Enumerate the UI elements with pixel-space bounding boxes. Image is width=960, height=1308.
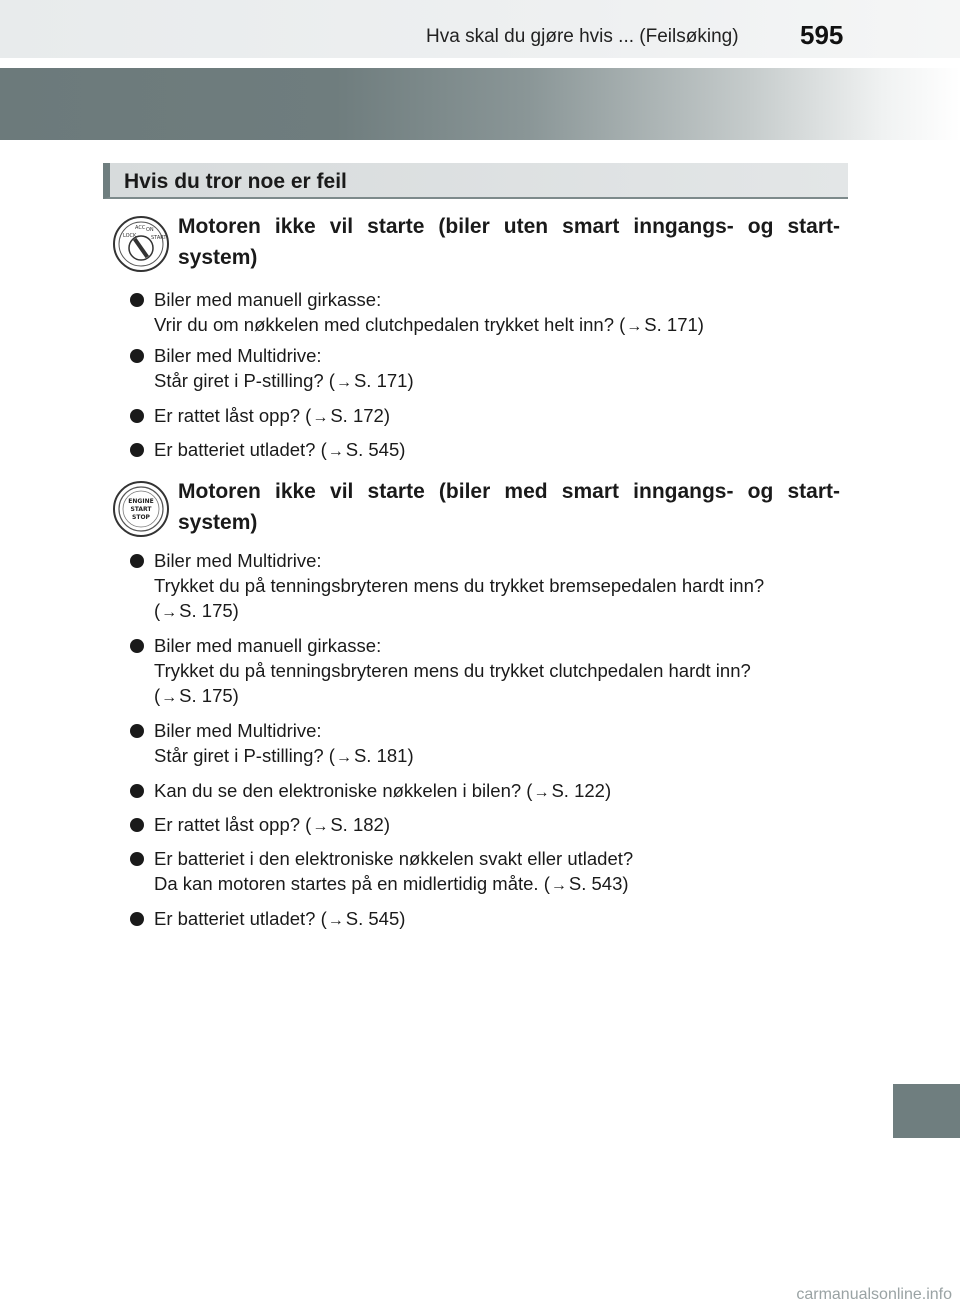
icon-label-on: ON <box>146 227 154 233</box>
subsection-1-title: Motoren ikke vil starte (biler uten smart inngangs- og start-system) <box>178 215 840 269</box>
arrow-icon: → <box>335 374 352 391</box>
icon-label-start: START <box>130 506 152 513</box>
section-heading <box>103 163 848 199</box>
list-item: Biler med Multidrive: Står giret i P-stilling? (→ S. 171) <box>130 343 848 395</box>
page-reference: S. 122) <box>551 780 612 801</box>
bullet-dot <box>130 349 144 363</box>
chapter-tab-marker <box>893 1084 960 1138</box>
icon-label-acc: ACC <box>135 225 146 231</box>
page-reference: S. 545) <box>345 439 406 460</box>
header-gradient-band <box>0 68 960 140</box>
page-number: 595 <box>800 20 844 50</box>
list-item: Er rattet låst opp? (→ S. 172) <box>130 403 848 430</box>
list-item: Biler med Multidrive: Trykket du på tenningsbryteren mens du trykket bremsepedalen hardt inn? (→ S. 175) <box>130 548 848 625</box>
arrow-icon: → <box>327 912 344 929</box>
list-item: Er batteriet i den elektroniske nøkkelen svakt eller utladet? Da kan motoren startes på en midlertidig måte. (→ S. 543) <box>130 846 848 898</box>
bullet-dot <box>130 443 144 457</box>
icon-label-start: START <box>151 235 167 241</box>
page-reference: S. 172) <box>330 405 390 426</box>
list-item: Biler med Multidrive: Står giret i P-stilling? (→ S. 181) <box>130 718 848 770</box>
arrow-icon: → <box>550 877 567 894</box>
icon-label-stop: STOP <box>132 514 150 521</box>
icon-label-engine: ENGINE <box>128 498 154 505</box>
page-reference: S. 543) <box>568 873 629 894</box>
watermark: carmanualsonline.info <box>796 1286 952 1303</box>
bullet-dot <box>130 818 144 832</box>
bullet-dot <box>130 554 144 568</box>
list-item: Er batteriet utladet? (→ S. 545) <box>130 906 848 933</box>
ignition-key-switch-icon <box>112 215 170 273</box>
bullet-dot <box>130 852 144 866</box>
bullet-dot <box>130 293 144 307</box>
list-item: Er batteriet utladet? (→ S. 545) <box>130 437 848 464</box>
subsection-2-title: Motoren ikke vil starte (biler med smart inngangs- og start-system) <box>178 480 840 534</box>
running-title: Hva skal du gjøre hvis ... (Feilsøking) <box>426 26 739 47</box>
icon-label-lock: LOCK <box>123 233 137 239</box>
arrow-icon: → <box>161 604 178 621</box>
arrow-icon: → <box>335 749 352 766</box>
list-item: Kan du se den elektroniske nøkkelen i bilen? (→ S. 122) <box>130 778 848 805</box>
arrow-icon: → <box>312 818 329 835</box>
page-reference: S. 181) <box>353 745 414 766</box>
engine-start-stop-button-icon <box>112 480 170 538</box>
page-reference: S. 171) <box>644 314 704 335</box>
list-item: Er rattet låst opp? (→ S. 182) <box>130 812 848 839</box>
section-heading-text: Hvis du tror noe er feil <box>124 170 347 193</box>
page-reference: S. 171) <box>353 370 414 391</box>
bullet-dot <box>130 724 144 738</box>
arrow-icon: → <box>533 784 550 801</box>
bullet-dot <box>130 912 144 926</box>
arrow-icon: → <box>626 318 643 335</box>
page-reference: S. 545) <box>345 908 406 929</box>
list-item: Biler med manuell girkasse: Vrir du om nøkkelen med clutchpedalen trykket helt inn? (→ S. 171) <box>130 287 848 339</box>
bullet-dot <box>130 409 144 423</box>
bullet-dot <box>130 784 144 798</box>
bullet-dot <box>130 639 144 653</box>
page-reference: S. 175) <box>179 600 239 621</box>
arrow-icon: → <box>312 409 329 426</box>
list-item: Biler med manuell girkasse: Trykket du på tenningsbryteren mens du trykket clutchpedalen hardt inn? (→ S. 175) <box>130 633 848 710</box>
page-reference: S. 175) <box>179 685 239 706</box>
arrow-icon: → <box>161 689 178 706</box>
page-reference: S. 182) <box>330 814 390 835</box>
arrow-icon: → <box>327 443 344 460</box>
